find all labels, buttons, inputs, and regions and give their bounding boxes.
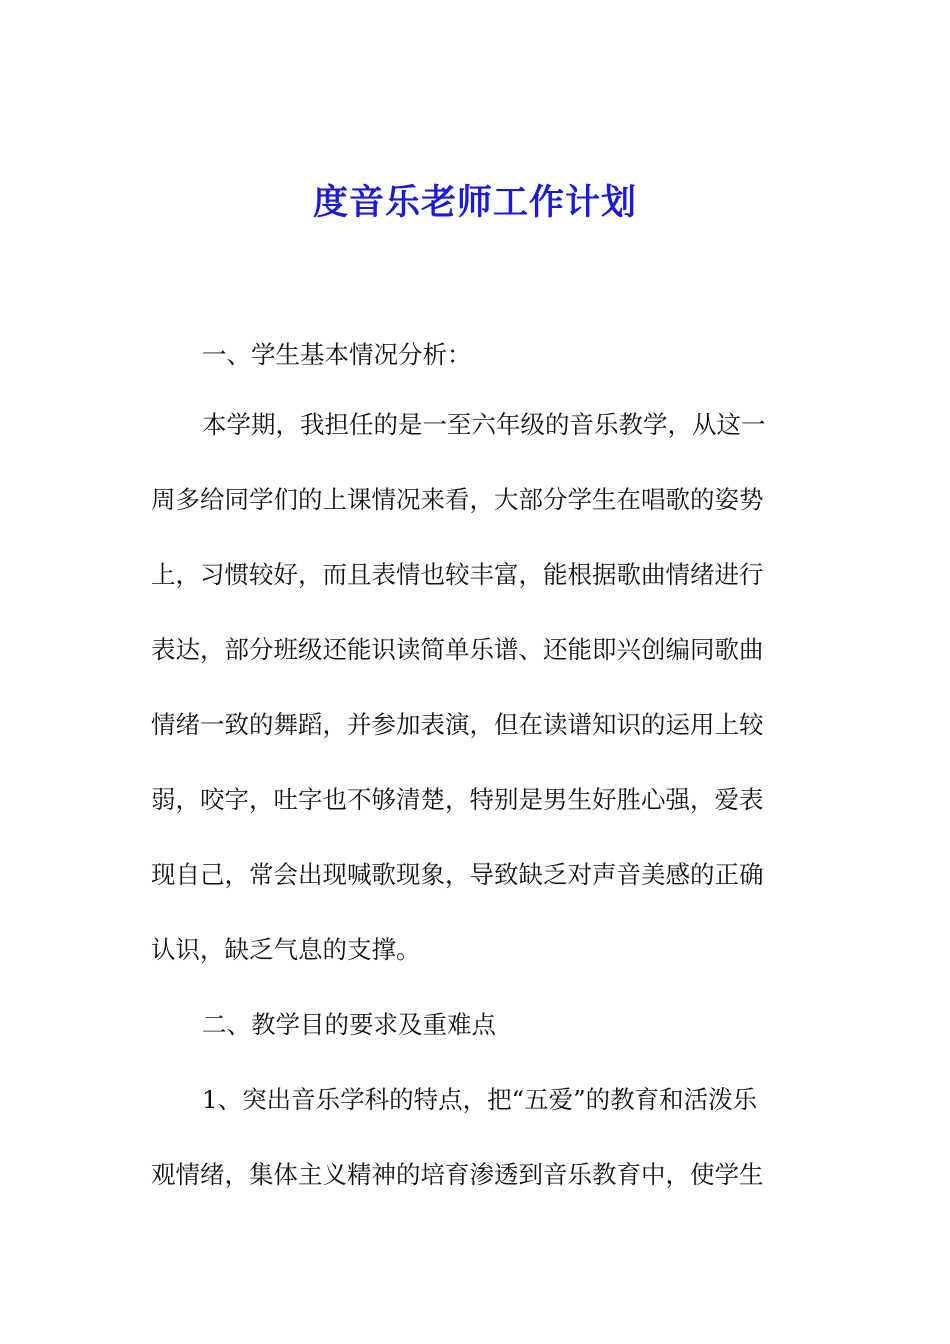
document-title: 度音乐老师工作计划: [312, 182, 637, 223]
paragraph-line: 周多给同学们的上课情况来看，大部分学生在唱歌的姿势: [151, 485, 764, 514]
paragraph-line: 观情绪，集体主义精神的培育渗透到音乐教育中，使学生: [151, 1160, 764, 1189]
section-heading-1: 一、学生基本情况分析：: [202, 340, 472, 369]
paragraph-line: 认识，缺乏气息的支撑。: [151, 935, 421, 964]
paragraph-line: 上，习惯较好，而且表情也较丰富，能根据歌曲情绪进行: [151, 560, 764, 589]
paragraph-line: 本学期，我担任的是一至六年级的音乐教学，从这一: [202, 410, 766, 439]
paragraph-line: 弱，咬字，吐字也不够清楚，特别是男生好胜心强，爱表: [151, 785, 764, 814]
section-heading-2: 二、教学目的要求及重难点: [202, 1010, 496, 1039]
paragraph-line: 1、突出音乐学科的特点，把“五爱”的教育和活泼乐: [202, 1085, 758, 1114]
paragraph-line: 现自己，常会出现喊歌现象，导致缺乏对声音美感的正确: [151, 860, 764, 889]
paragraph-line: 表达，部分班级还能识读简单乐谱、还能即兴创编同歌曲: [151, 635, 764, 664]
paragraph-line: 情绪一致的舞蹈，并参加表演，但在读谱知识的运用上较: [151, 710, 764, 739]
